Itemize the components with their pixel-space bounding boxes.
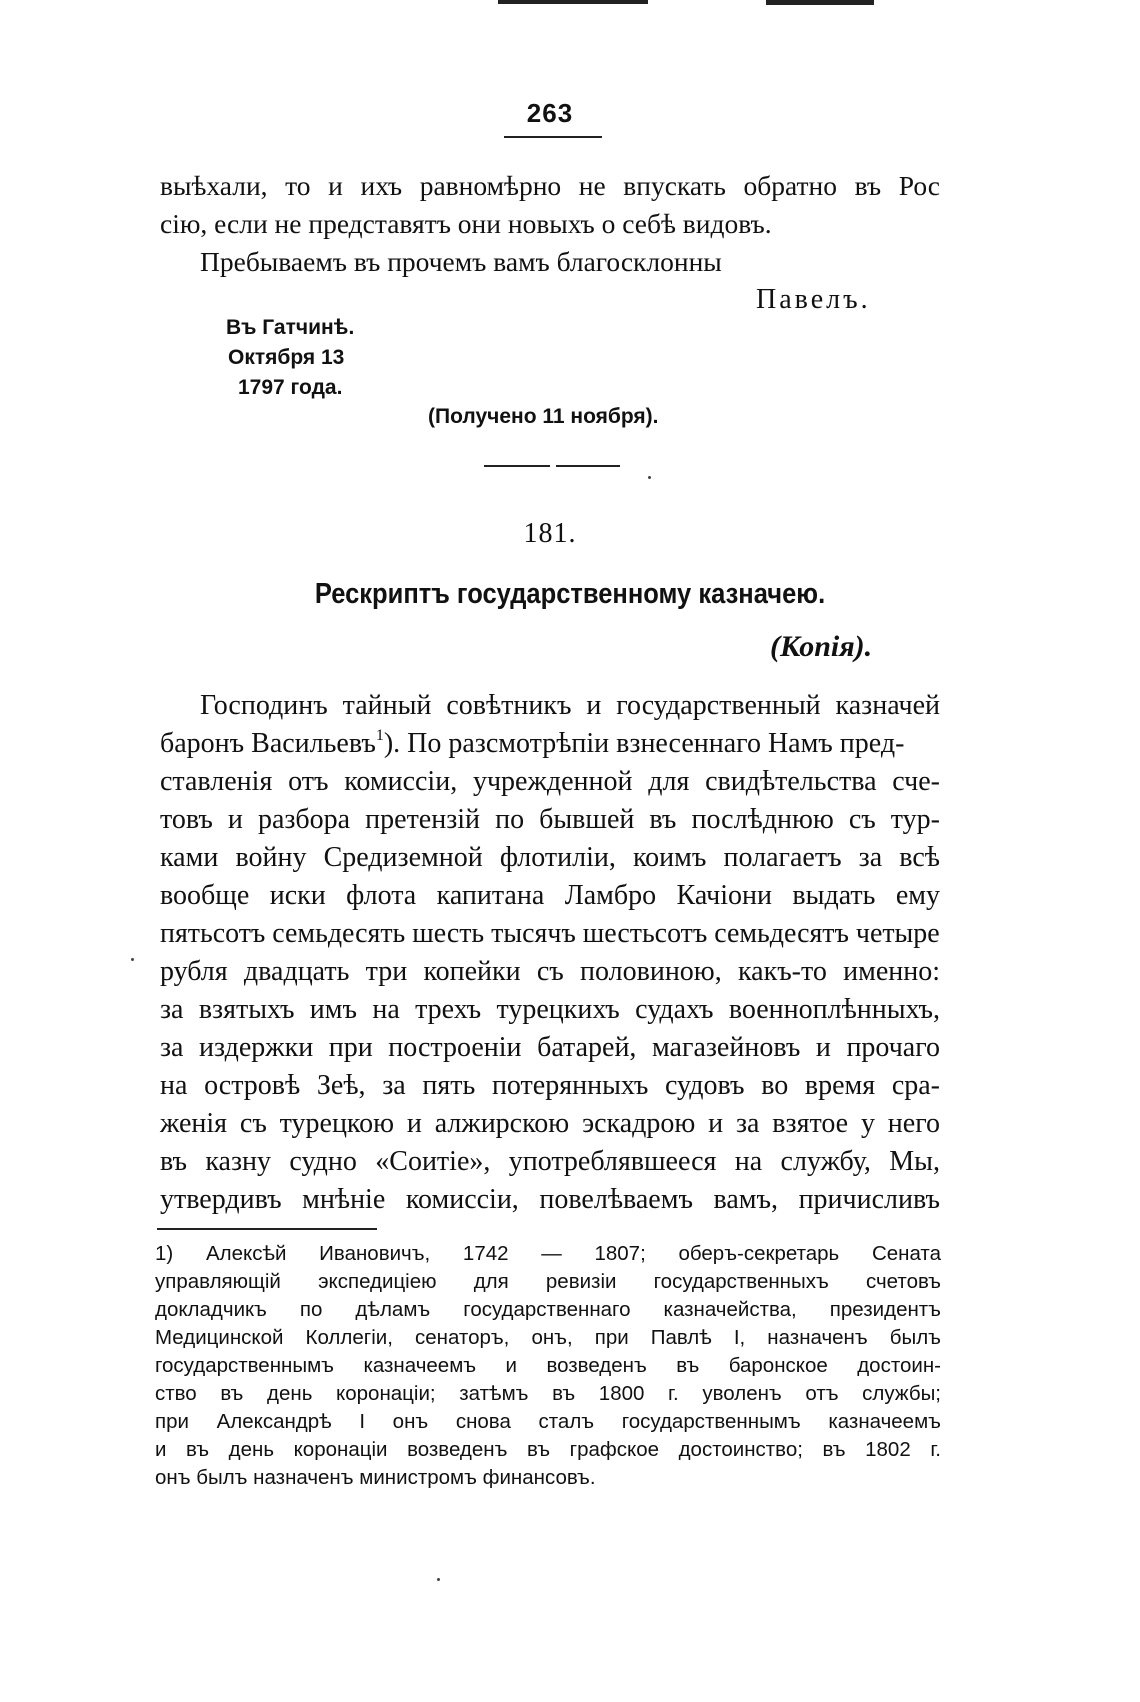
page-number: 263 [526,98,574,128]
separator-rule-right [556,465,620,467]
year-line: 1797 года. [238,376,343,399]
body-line-11: на островѣ Зеѣ, за пять потерянныхъ судовъ во время сра- [160,1070,940,1101]
footnote-ref-marker: 1 [375,727,384,744]
top-edge-marks [498,0,878,10]
footnote-line-2: управляющій экспедиціею для ревизіи государственныхъ счетовъ [155,1270,941,1293]
body-line-2 [160,728,940,760]
page-number-rule [504,136,602,138]
date-line: Октября 13 [228,346,345,369]
body-line-10: за издержки при построеніи батарей, магазейновъ и прочаго [160,1032,940,1063]
body-line-5: ками войну Средиземной флотиліи, коимъ полагаетъ за всѣ [160,842,940,873]
body-line-2-start: баронъ Васильевъ [160,728,376,759]
top-edge-rule-right [766,0,874,5]
body-line-14: утвердивъ мнѣніе комиссіи, повелѣваемъ вамъ, причисливъ [160,1184,940,1215]
footnote-line-7: при Александрѣ I онъ снова сталъ государственнымъ казначеемъ [155,1410,941,1433]
footnote-line-9: онъ былъ назначенъ министромъ финансовъ. [155,1466,596,1489]
body-line-9: за взятыхъ имъ на трехъ турецкихъ судахъ военноплѣнныхъ, [160,994,940,1025]
footnote-rule [157,1228,377,1230]
body-line-6: вообще иски флота капитана Ламбро Качіони выдать ему [160,880,940,911]
footnote-line-5: государственнымъ казначеемъ и возведенъ въ баронское достоин- [155,1354,941,1377]
footnote-line-4: Медицинской Коллегіи, сенаторъ, онъ, при Павлѣ I, назначенъ былъ [155,1326,941,1349]
bottom-speck [437,1578,440,1581]
top-edge-rule-left [498,0,648,4]
footnote-marker: 1) [155,1242,174,1265]
prev-closing-line: Пребываемъ въ прочемъ вамъ благосклонны [200,246,722,277]
copy-note: (Копія). [770,630,873,663]
body-line-12: женія съ турецкою и алжирскою эскадрою и за взятое у него [160,1108,940,1139]
margin-speck [131,958,134,961]
body-line-1: Господинъ тайный совѣтникъ и государственный казначей [200,690,940,721]
prev-text-line-1: выѣхали, то и ихъ равномѣрно не впускать обратно въ Рос [160,170,940,201]
prev-text-line-2: сію, если не представятъ они новыхъ о себѣ видовъ. [160,208,772,239]
body-line-3: ставленія отъ комиссіи, учрежденной для свидѣтельства сче- [160,766,940,797]
footnote-line-1 [155,1242,941,1266]
received-note: (Получено 11 ноября). [428,405,659,428]
footnote-line-1-text: Алексѣй Ивановичъ, 1742 — 1807; оберъ-секретарь Сената [205,1242,941,1265]
footnote-line-8: и въ день коронаціи возведенъ въ графское достоинство; въ 1802 г. [155,1438,941,1461]
separator-rule-left [484,465,550,467]
footnote-line-6: ство въ день коронаціи; затѣмъ въ 1800 г. уволенъ отъ службы; [155,1382,941,1405]
footnote-line-3: докладчикъ по дѣламъ государственнаго казначейства, президентъ [155,1298,941,1321]
body-line-8: рубля двадцать три копейки съ половиною, какъ-то именно: [160,956,940,987]
body-line-2-end: ). По разсмотрѣпіи взнесеннаго Намъ пред- [383,728,905,759]
speck [648,476,651,479]
place-line: Въ Гатчинѣ. [226,316,355,339]
signature: Павелъ. [756,284,871,315]
document-number: 181. [523,518,577,549]
body-line-13: въ казну судно «Соитіе», употреблявшееся на службу, Мы, [160,1146,940,1177]
body-line-7: пятьсотъ семьдесять шесть тысячъ шестьсотъ семьдесятъ четыре [160,918,940,949]
body-line-4: товъ и разбора претензій по бывшей въ послѣднюю съ тур- [160,804,940,835]
document-title: Рескриптъ государственному казначею. [314,578,826,610]
